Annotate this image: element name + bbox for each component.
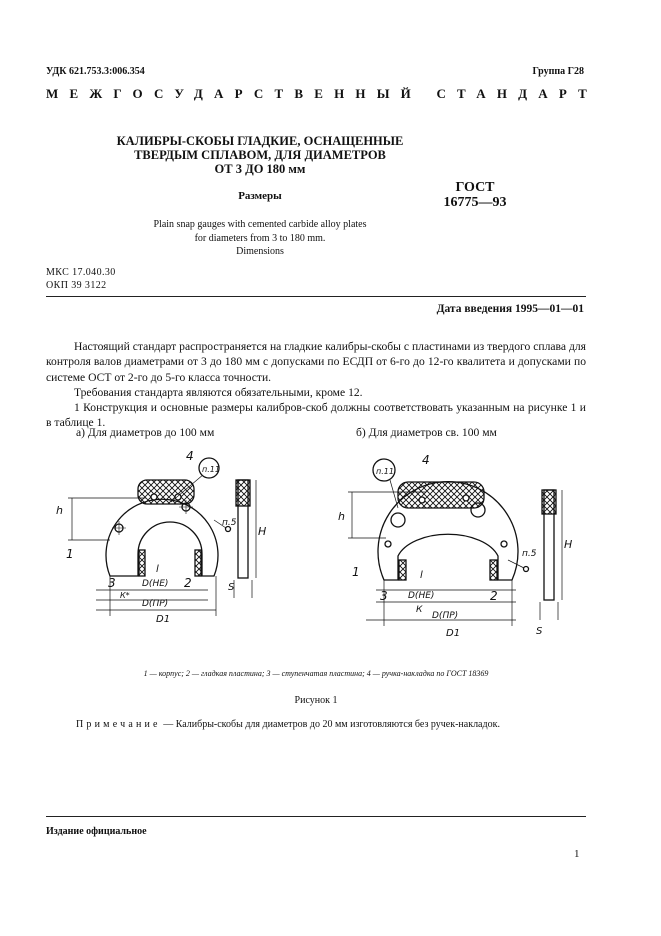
edition-label: Издание официальное: [46, 826, 147, 837]
label-a-p11: п.11: [202, 465, 220, 474]
label-a-2: 2: [184, 576, 192, 590]
label-a-H: H: [258, 525, 267, 538]
gauge-a-handle: [138, 480, 194, 504]
title-line-2: ТВЕРДЫМ СПЛАВОМ, ДЛЯ ДИАМЕТРОВ: [134, 148, 386, 162]
page-number: 1: [574, 848, 580, 860]
gauge-b-labels: [338, 453, 572, 639]
label-b-p5: п.5: [522, 549, 537, 559]
note-text: — Калибры-скобы для диаметров до 20 мм изготовляются без ручек-накладок.: [163, 719, 500, 730]
label-b-d1: D1: [446, 628, 461, 639]
label-a-3: 3: [108, 576, 116, 590]
gauge-b-plate-right: [490, 560, 497, 580]
clause-1-paragraph: 1 Конструкция и основные размеры калибров-скоб должны соответствовать указанным на рисунке 1 и в таблице 1.: [46, 401, 586, 430]
label-b-2: 2: [490, 589, 498, 603]
label-a-4: 4: [186, 449, 194, 463]
label-a-s: S: [228, 582, 235, 593]
label-a-d1: D1: [156, 614, 171, 625]
gauge-a-plate-right: [195, 550, 201, 576]
label-a-h: h: [56, 504, 63, 517]
label-b-4: 4: [422, 453, 430, 467]
figure-legend: 1 — корпус; 2 — гладкая пластина; 3 — ступенчатая пластина; 4 — ручка-накладка по ГОСТ 18369: [143, 669, 489, 678]
figure-1-drawing: [46, 440, 586, 666]
label-a-p5: п.5: [222, 518, 237, 528]
scope-paragraph: Настоящий стандарт распространяется на гладкие калибры-скобы с пластинами из твердого сплава для контроля валов диаметрами от 3 до 180 мм с допусками по ЕСДП от 6-го до 12-го квалитета и допусками по системе ОСТ от 2-го до 5-го класса точности.: [46, 340, 586, 384]
header-divider: [46, 296, 586, 297]
group-code: Группа Г28: [532, 66, 584, 77]
english-title-line-3: Dimensions: [236, 246, 284, 257]
english-title-line-1: Plain snap gauges with cemented carbide alloy plates: [153, 219, 367, 230]
label-b-h: h: [338, 510, 345, 523]
standard-type-heading: МЕЖГОСУДАРСТВЕННЫЙ СТАНДАРТ: [46, 86, 599, 101]
subtitle: Размеры: [238, 190, 282, 202]
label-b-H: H: [564, 538, 573, 551]
introduction-date: Дата введения 1995—01—01: [436, 303, 584, 315]
gost-number: [430, 180, 520, 210]
label-a-dne: D(НЕ): [142, 579, 169, 589]
english-title: [110, 218, 410, 259]
udk-code: УДК 621.753.3:006.354: [46, 66, 145, 77]
gauge-a-plate-left: [139, 550, 145, 576]
english-title-line-2: for diameters from 3 to 180 mm.: [194, 232, 326, 244]
label-b-3: 3: [380, 589, 388, 603]
label-a-1: 1: [66, 547, 74, 561]
title-line-3: ОТ 3 ДО 180 мм: [214, 162, 306, 176]
note-prefix: Примечание: [76, 719, 161, 730]
label-b-1: 1: [352, 565, 360, 579]
figure-name: Рисунок 1: [294, 695, 338, 706]
mandatory-paragraph: Требования стандарта являются обязательными, кроме 12.: [74, 386, 363, 399]
label-b-k: К: [416, 605, 423, 615]
title-line-1: КАЛИБРЫ-СКОБЫ ГЛАДКИЕ, ОСНАЩЕННЫЕ: [116, 134, 404, 148]
gost-code: 16775—93: [443, 195, 507, 210]
gauge-a-labels: [56, 449, 266, 625]
gauge-b-handle: [398, 482, 484, 508]
label-a-kstar: К*: [120, 591, 130, 600]
label-b-s: S: [536, 626, 543, 637]
gauge-b-plate-left: [399, 560, 406, 580]
label-b-dne: D(НЕ): [408, 591, 435, 601]
okp-code: ОКП 39 3122: [46, 280, 107, 291]
classification-codes: [46, 266, 116, 292]
gost-label: ГОСТ: [455, 180, 495, 195]
figure-b-caption: б) Для диаметров св. 100 мм: [356, 426, 497, 439]
figure-a-caption: а) Для диаметров до 100 мм: [76, 426, 215, 439]
mks-code: МКС 17.040.30: [46, 267, 116, 278]
note: [76, 719, 500, 730]
document-title: [110, 134, 410, 176]
label-b-l: l: [420, 570, 423, 581]
footer-divider: [46, 816, 586, 817]
label-a-dpr: D(ПР): [142, 599, 169, 609]
label-b-dpr: D(ПР): [432, 611, 459, 621]
label-a-l: l: [156, 564, 159, 575]
label-b-p11: п.11: [376, 467, 394, 476]
